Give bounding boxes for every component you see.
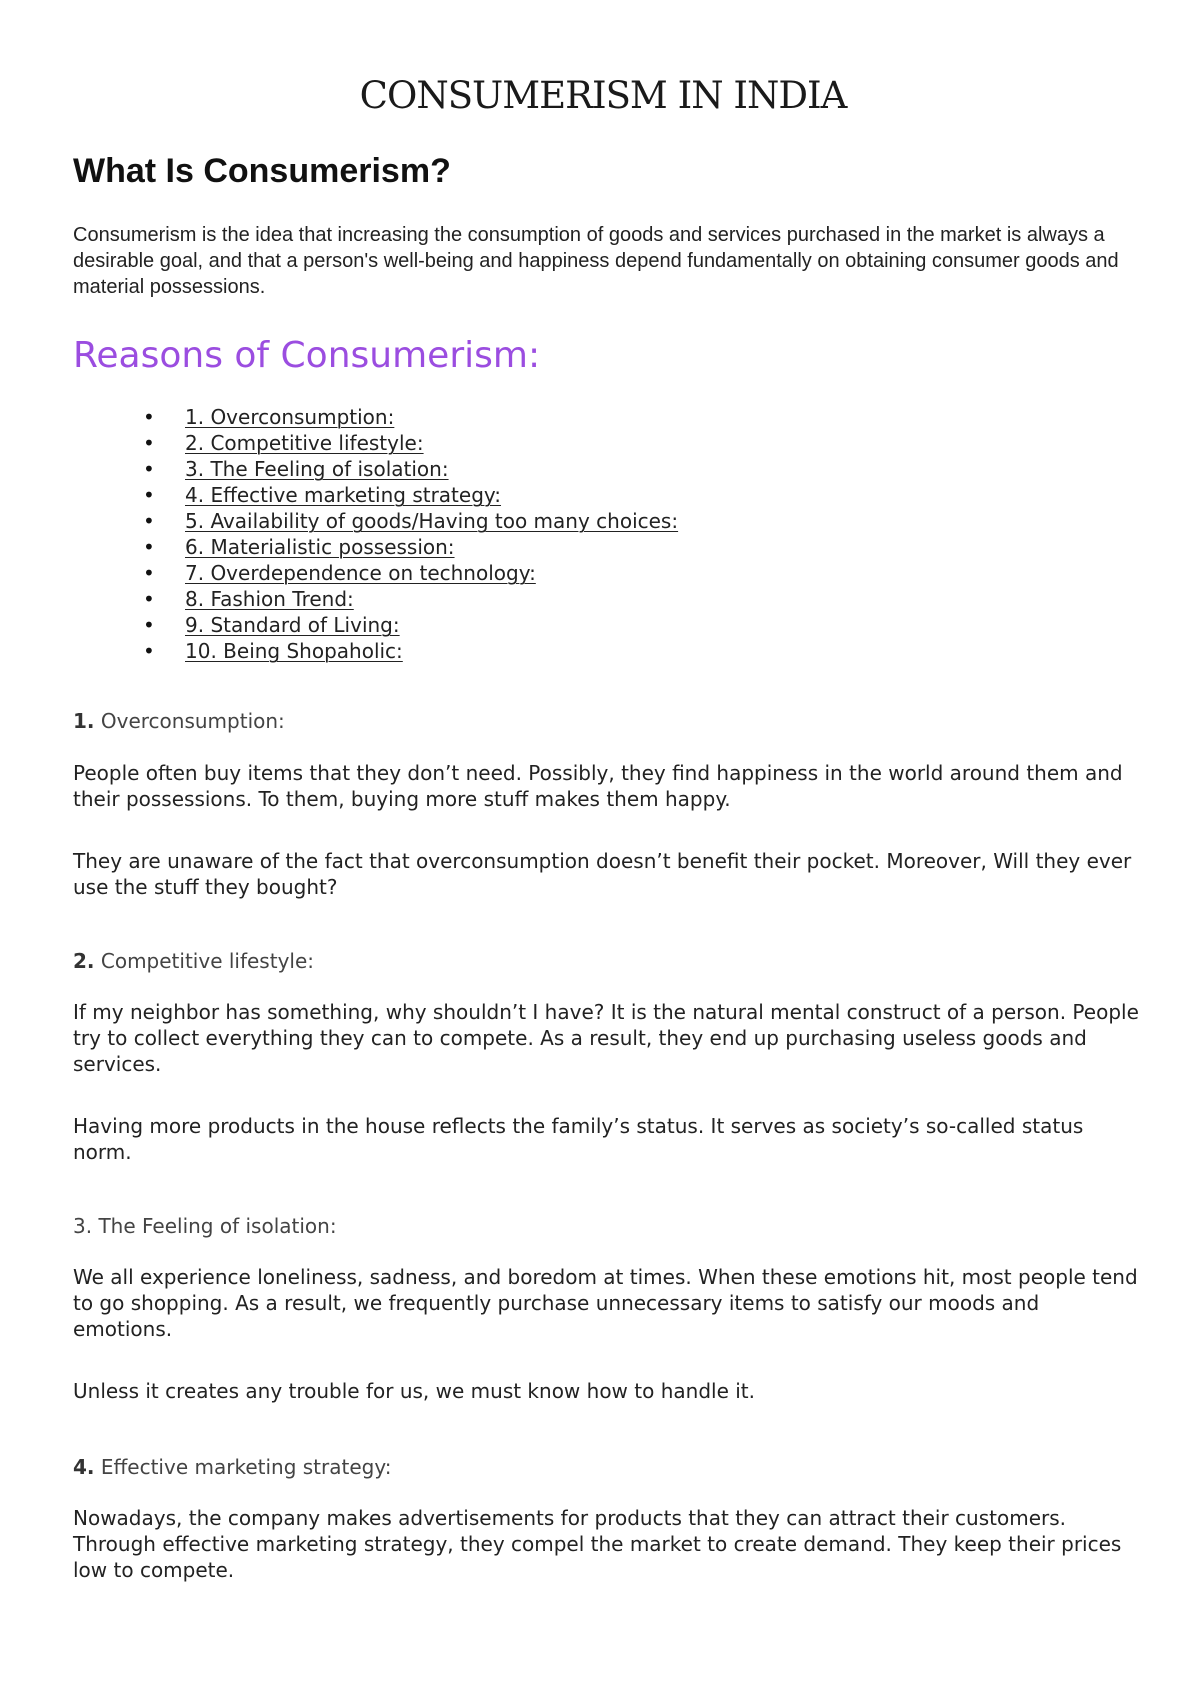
toc-link-feeling-of-isolation[interactable]: 3. The Feeling of isolation: xyxy=(185,457,449,481)
toc-item xyxy=(73,586,678,612)
section-title: 3. The Feeling of isolation: xyxy=(73,1214,337,1238)
toc-item xyxy=(73,534,678,560)
section-number: 1. xyxy=(73,709,95,733)
toc-link-competitive-lifestyle[interactable]: 2. Competitive lifestyle: xyxy=(185,431,424,455)
bullet-icon: • xyxy=(143,431,155,455)
bullet-icon: • xyxy=(143,483,155,507)
what-is-consumerism-heading: What Is Consumerism? xyxy=(73,152,451,190)
bullet-icon: • xyxy=(143,639,155,663)
section-number: 2. xyxy=(73,949,95,973)
section-heading-competitive-lifestyle xyxy=(73,949,314,973)
toc-link-availability-of-goods[interactable]: 5. Availability of goods/Having too many choices: xyxy=(185,509,679,533)
toc-item xyxy=(73,638,678,664)
toc-link-materialistic-possession[interactable]: 6. Materialistic possession: xyxy=(185,535,455,559)
toc-item xyxy=(73,430,678,456)
section-4-paragraph-1: Nowadays, the company makes advertisements for products that they can attract their customers. Through effective marketing strategy, they compel the market to create demand. They keep their prices low to compete. xyxy=(73,1506,1122,1582)
toc-item xyxy=(73,612,678,638)
toc-link-standard-of-living[interactable]: 9. Standard of Living: xyxy=(185,613,400,637)
section-title: Competitive lifestyle: xyxy=(94,949,315,973)
bullet-icon: • xyxy=(143,535,155,559)
section-2-paragraph-1: If my neighbor has something, why shouldn’t I have? It is the natural mental construct of a person. People try to collect everything they can to compete. As a result, they end up purchasing useless goods and services. xyxy=(73,1000,1139,1076)
section-1-paragraph-2: They are unaware of the fact that overconsumption doesn’t benefit their pocket. Moreover, Will they ever use the stuff they bought? xyxy=(73,849,1132,899)
toc-item xyxy=(73,508,678,534)
toc-link-overdependence-on-technology[interactable]: 7. Overdependence on technology: xyxy=(185,561,536,585)
bullet-icon: • xyxy=(143,561,155,585)
bullet-icon: • xyxy=(143,509,155,533)
bullet-icon: • xyxy=(143,457,155,481)
toc-item xyxy=(73,404,678,430)
reasons-heading: Reasons of Consumerism: xyxy=(73,335,541,376)
toc-item xyxy=(73,482,678,508)
section-title: Effective marketing strategy: xyxy=(94,1455,392,1479)
toc-link-fashion-trend[interactable]: 8. Fashion Trend: xyxy=(185,587,354,611)
intro-paragraph: Consumerism is the idea that increasing the consumption of goods and services purchased in the market is always a desirable goal, and that a person's well-being and happiness depend fundamentally on obtaining consumer goods and material possessions. xyxy=(73,224,1119,298)
toc-link-overconsumption[interactable]: 1. Overconsumption: xyxy=(185,405,395,429)
bullet-icon: • xyxy=(143,587,155,611)
toc-item xyxy=(73,456,678,482)
document-title: CONSUMERISM IN INDIA xyxy=(359,74,847,117)
table-of-contents xyxy=(73,404,678,664)
bullet-icon: • xyxy=(143,613,155,637)
section-3-paragraph-1: We all experience loneliness, sadness, and boredom at times. When these emotions hit, most people tend to go shopping. As a result, we frequently purchase unnecessary items to satisfy our moods and emotions. xyxy=(73,1265,1138,1341)
section-heading-marketing-strategy xyxy=(73,1455,391,1479)
toc-item xyxy=(73,560,678,586)
section-3-paragraph-2: Unless it creates any trouble for us, we must know how to handle it. xyxy=(73,1379,755,1403)
section-heading-overconsumption xyxy=(73,709,285,733)
bullet-icon: • xyxy=(143,405,155,429)
section-number: 4. xyxy=(73,1455,95,1479)
section-heading-feeling-of-isolation xyxy=(73,1214,337,1238)
section-title: Overconsumption: xyxy=(94,709,285,733)
section-2-paragraph-2: Having more products in the house reflects the family’s status. It serves as society’s so-called status norm. xyxy=(73,1114,1084,1164)
toc-link-marketing-strategy[interactable]: 4. Effective marketing strategy: xyxy=(185,483,502,507)
section-1-paragraph-1: People often buy items that they don’t need. Possibly, they find happiness in the world around them and their possessions. To them, buying more stuff makes them happy. xyxy=(73,761,1123,811)
toc-link-being-shopaholic[interactable]: 10. Being Shopaholic: xyxy=(185,639,403,663)
